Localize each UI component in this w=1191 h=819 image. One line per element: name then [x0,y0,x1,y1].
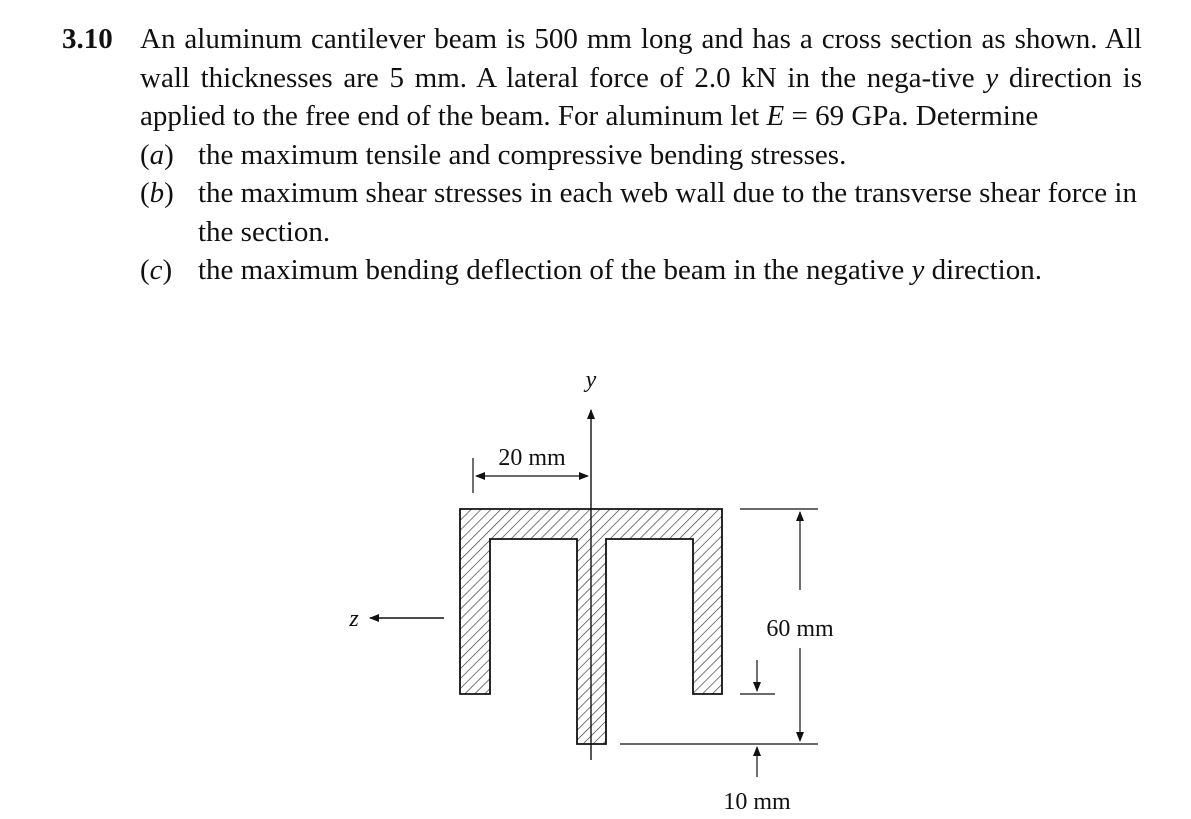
statement-var-y: y [985,61,999,94]
dim-60-label: 60 mm [766,616,834,642]
part-text-c: the maximum bending deflection of the beam in the negative y direction. [198,254,1042,286]
statement-var-e: E [766,100,785,132]
part-label-b: (b) [140,177,174,209]
statement-text-2: direction is applied to the free end of the beam. For aluminum let [140,61,1143,132]
part-text-a: the maximum tensile and compressive bending stresses. [198,138,847,171]
part-label-c: (c) [140,254,173,286]
statement-text-3: = 69 GPa. Determine [784,100,1039,132]
part-text-b: the maximum shear stresses in each web wall due to the transverse shear force in the section. [198,177,1137,248]
problem-number: 3.10 [62,23,113,55]
y-axis-label: y [585,367,597,393]
dim-20-label: 20 mm [498,445,566,471]
part-label-a: (a) [140,138,174,171]
statement-text-1: An aluminum cantilever beam is 500 mm long and has a cross section as shown. All wall thicknesses are 5 mm. A lateral force of 2.0 kN in the nega-tive [140,23,1142,94]
z-axis-label: z [349,606,359,632]
dim-10-label: 10 mm [723,789,791,815]
